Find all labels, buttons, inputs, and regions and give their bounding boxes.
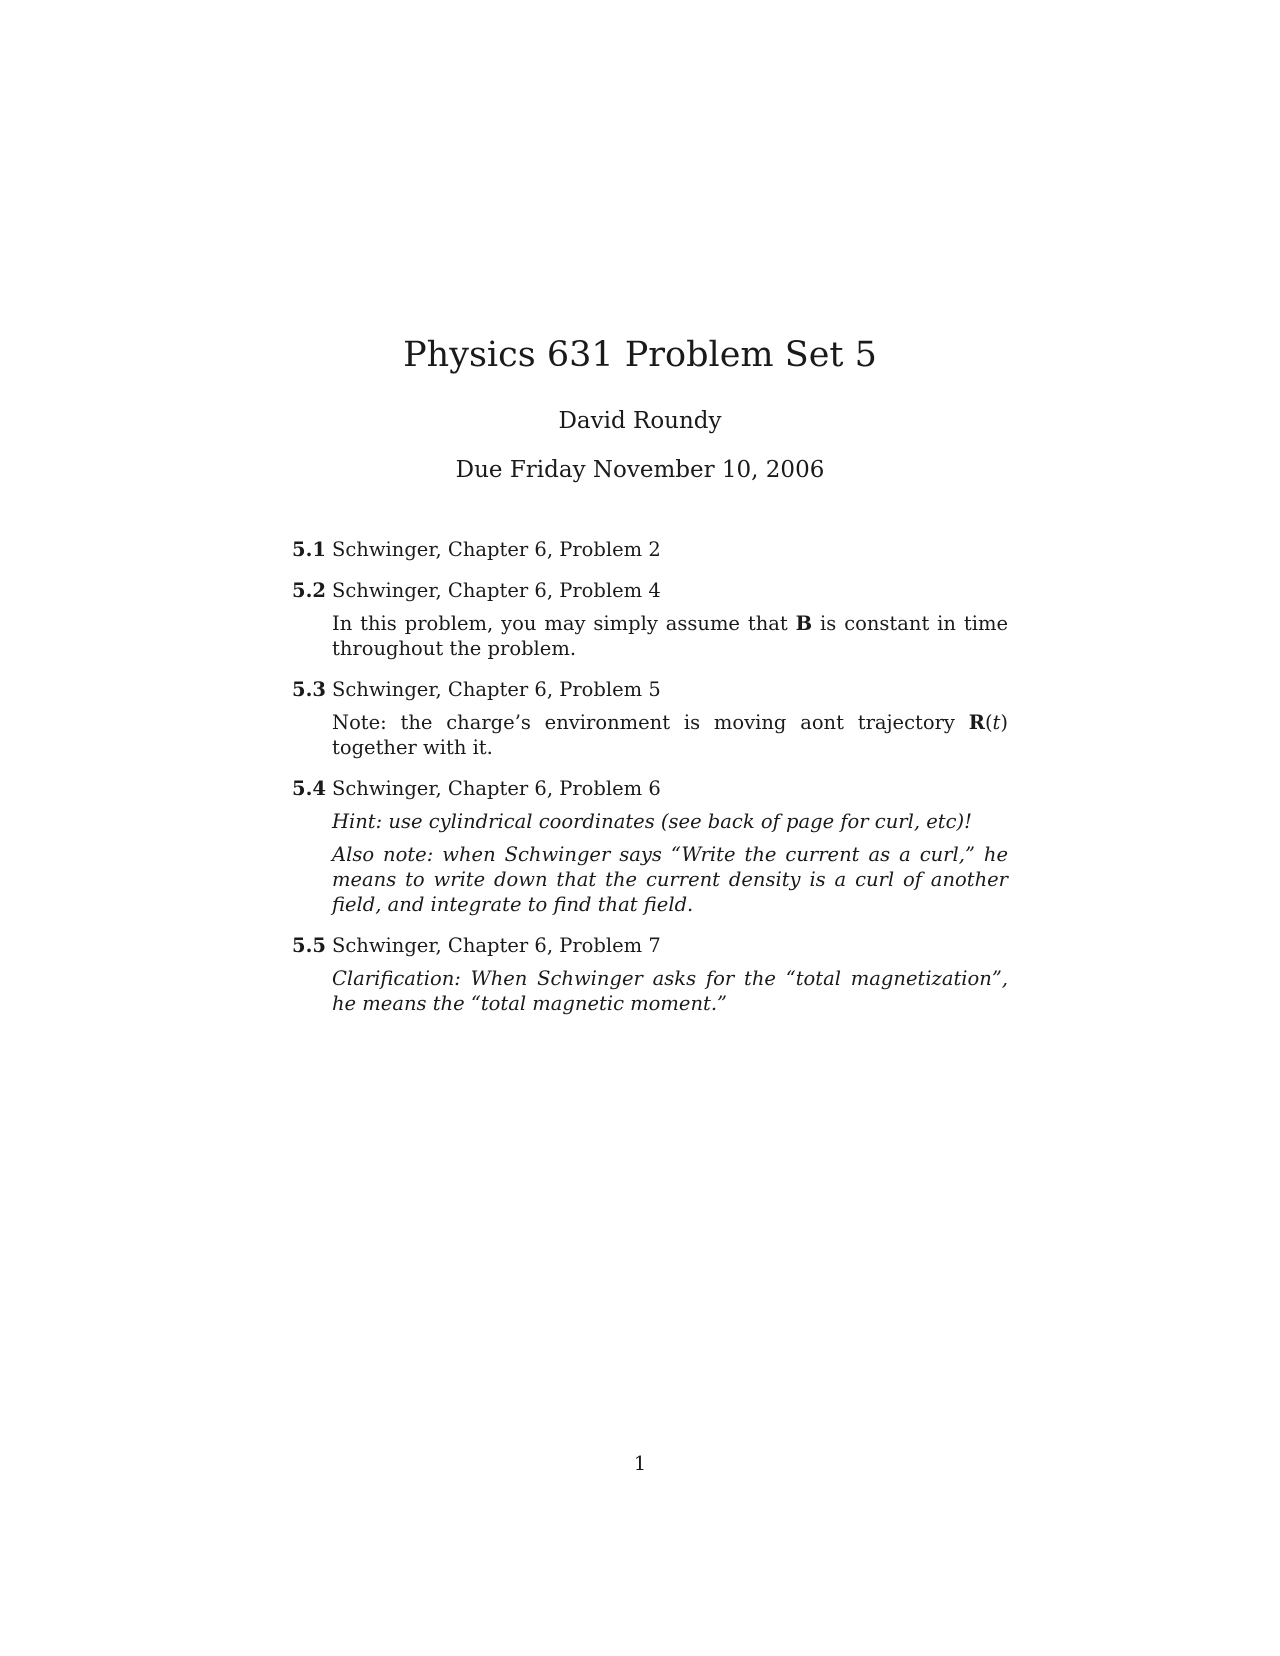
- problem-5-3: [292, 677, 1008, 760]
- note-text: Note: the charge’s environment is moving aont trajectory: [332, 711, 969, 734]
- document-title: Physics 631 Problem Set 5: [403, 335, 877, 375]
- vector-symbol: R: [968, 711, 985, 734]
- problem-5-2: [292, 578, 1008, 661]
- note-text: In this problem, you may simply assume that: [332, 612, 796, 635]
- paren-close: ): [1000, 711, 1008, 734]
- problem-note: [332, 611, 1008, 661]
- note-text: together with it.: [332, 736, 493, 759]
- problem-number: 5.3: [292, 678, 326, 701]
- problem-reference: Schwinger, Chapter 6, Problem 6: [332, 777, 661, 800]
- problem-hint: Hint: use cylindrical coordinates (see back of page for curl, etc)!: [332, 810, 972, 833]
- problem-header: [292, 776, 1008, 801]
- problem-header: [292, 677, 1008, 702]
- problem-reference: Schwinger, Chapter 6, Problem 7: [332, 934, 661, 957]
- problem-number: 5.1: [292, 538, 326, 561]
- problem-note: [332, 710, 1008, 760]
- problem-5-4: [292, 776, 1008, 917]
- problem-5-1: [292, 537, 1008, 562]
- problem-5-5: [292, 933, 1008, 1016]
- due-date: Due Friday November 10, 2006: [455, 457, 825, 483]
- problem-reference: Schwinger, Chapter 6, Problem 2: [332, 538, 661, 561]
- vector-symbol: B: [795, 612, 813, 635]
- problem-number: 5.4: [292, 777, 326, 800]
- problem-header: [292, 578, 1008, 603]
- page-number: 1: [633, 1452, 647, 1475]
- paren-open: (: [984, 711, 993, 734]
- problem-header: [292, 537, 1008, 562]
- problem-clarification: Clarification: When Schwinger asks for the “total magnetization”, he means the “total magnetic moment.”: [332, 967, 1008, 1015]
- problem-list: [292, 537, 1008, 1032]
- problem-reference: Schwinger, Chapter 6, Problem 4: [332, 579, 661, 602]
- problem-reference: Schwinger, Chapter 6, Problem 5: [332, 678, 661, 701]
- problem-also-note: Also note: when Schwinger says “Write the current as a curl,” he means to write down that the current density is a curl of another field, and integrate to find that field.: [332, 843, 1008, 916]
- time-variable: t: [992, 711, 1001, 734]
- note-text: is constant in time throughout the problem.: [332, 612, 1008, 660]
- problem-number: 5.5: [292, 934, 326, 957]
- problem-number: 5.2: [292, 579, 326, 602]
- author-name: David Roundy: [558, 408, 722, 434]
- problem-header: [292, 933, 1008, 958]
